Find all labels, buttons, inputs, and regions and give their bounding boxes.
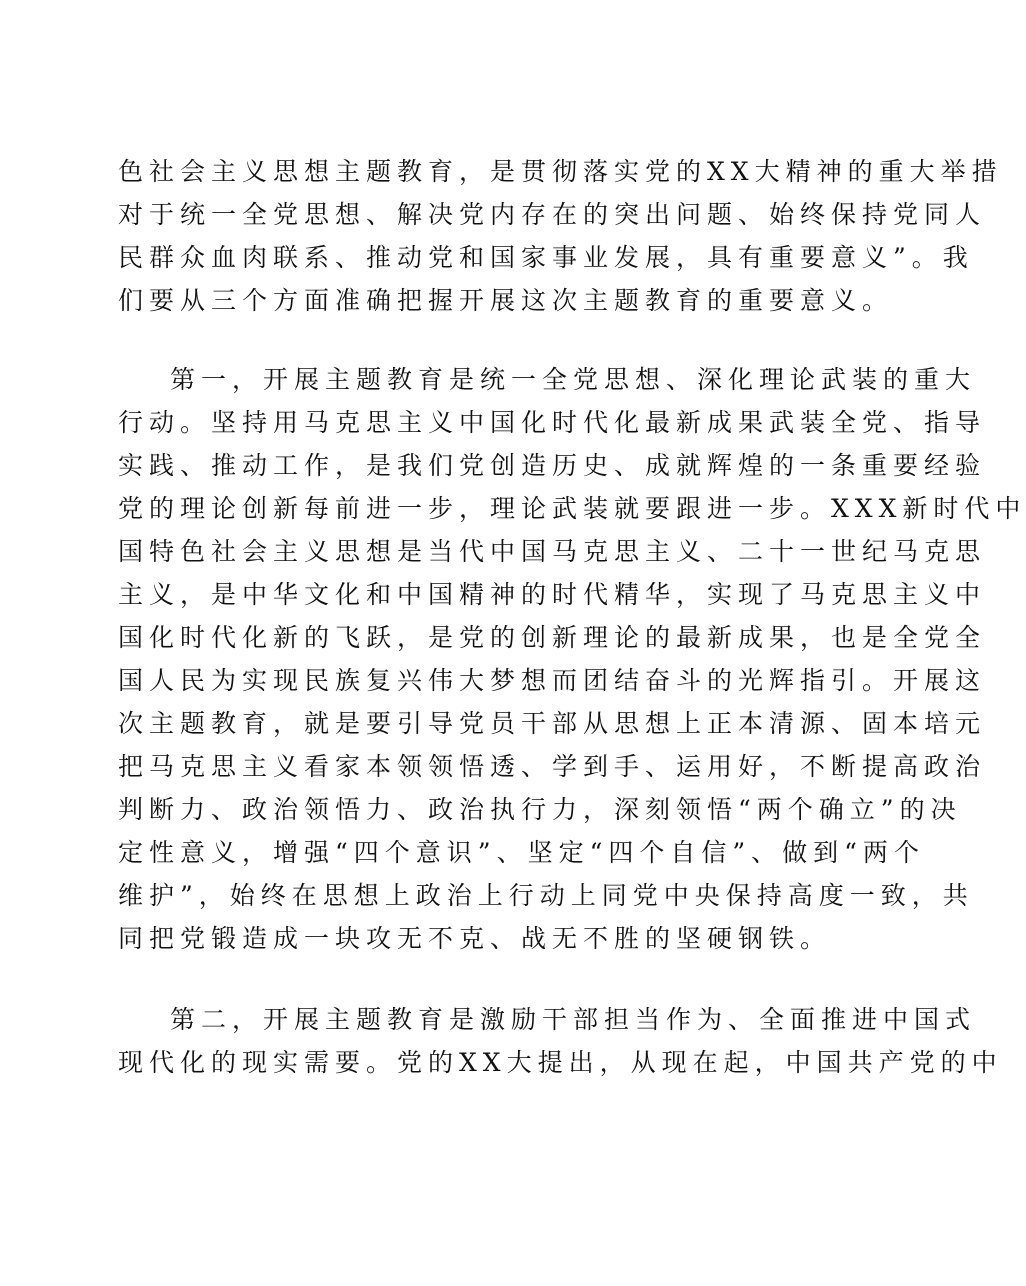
body-text-line: 定性意义，增强“四个意识”、坚定“四个自信”、做到“两个 (118, 838, 925, 867)
body-text-line: 判断力、政治领悟力、政治执行力，深刻领悟“两个确立”的决 (118, 795, 962, 824)
body-text-line: 们要从三个方面准确把握开展这次主题教育的重要意义。 (118, 286, 894, 315)
body-text-line: 现代化的现实需要。党的XX大提出，从现在起，中国共产党的中 (118, 1048, 1003, 1077)
paragraph-first-line: 第二，开展主题教育是激励干部担当作为、全面推进中国式 (170, 1005, 977, 1034)
body-text-line: 党的理论创新每前进一步，理论武装就要跟进一步。XXX新时代中 (118, 494, 1026, 523)
body-text-line: 色社会主义思想主题教育，是贯彻落实党的XX大精神的重大举措 (118, 157, 1003, 186)
body-text-line: 国特色社会主义思想是当代中国马克思主义、二十一世纪马克思 (118, 537, 987, 566)
body-text-line: 同把党锻造成一块攻无不克、战无不胜的坚硬钢铁。 (118, 924, 832, 953)
body-text-line: 民群众血肉联系、推动党和国家事业发展，具有重要意义”。我 (118, 243, 974, 272)
body-text-line: 国人民为实现民族复兴伟大梦想而团结奋斗的光辉指引。开展这 (118, 666, 987, 695)
body-text-line: 行动。坚持用马克思主义中国化时代化最新成果武装全党、指导 (118, 408, 987, 437)
body-text-line: 把马克思主义看家本领领悟透、学到手、运用好，不断提高政治 (118, 752, 987, 781)
body-text-line: 次主题教育，就是要引导党员干部从思想上正本清源、固本培元 (118, 709, 987, 738)
body-text-line: 维护”，始终在思想上政治上行动上同党中央保持高度一致，共 (118, 881, 974, 910)
body-text-line: 主义，是中华文化和中国精神的时代精华，实现了马克思主义中 (118, 580, 987, 609)
body-text-line: 国化时代化新的飞跃，是党的创新理论的最新成果，也是全党全 (118, 623, 987, 652)
body-text-line: 对于统一全党思想、解决党内存在的突出问题、始终保持党同人 (118, 200, 987, 229)
body-text-line: 实践、推动工作，是我们党创造历史、成就辉煌的一条重要经验 (118, 451, 987, 480)
paragraph-first-line: 第一，开展主题教育是统一全党思想、深化理论武装的重大 (170, 365, 977, 394)
